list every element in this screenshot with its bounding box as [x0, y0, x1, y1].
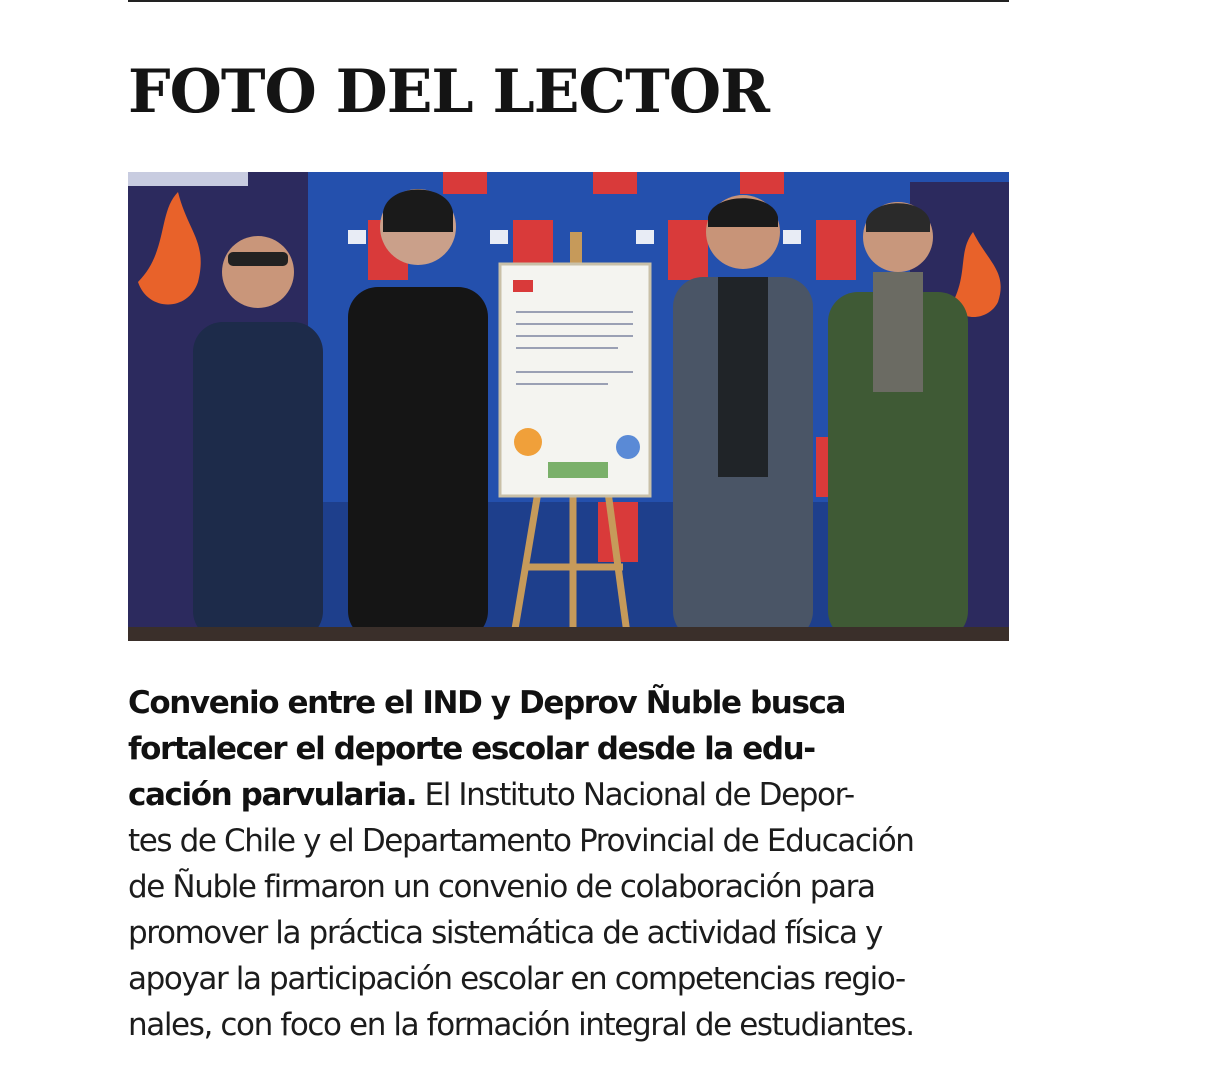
top-rule [128, 0, 1009, 2]
article-photo [128, 172, 1009, 641]
body-line-4: apoyar la participación escolar en competencias regio- [128, 961, 905, 997]
photo-illustration [128, 172, 1009, 641]
body-line-5: nales, con foco en la formación integral de estudiantes. [128, 1007, 914, 1043]
headline-line-2: fortalecer el deporte escolar desde la edu- [128, 731, 815, 767]
section-title: FOTO DEL LECTOR [128, 57, 769, 127]
headline-body-line [128, 772, 1009, 818]
headline-line-1: Convenio entre el IND y Deprov Ñuble busca [128, 685, 845, 721]
headline-line-3: cación parvularia. [128, 777, 417, 813]
article-text [128, 680, 1009, 1048]
body-fragment: El Instituto Nacional de Depor- [416, 777, 854, 813]
body-line-1: tes de Chile y el Departamento Provincial de Educación [128, 823, 914, 859]
body-line-2: de Ñuble firmaron un convenio de colaboración para [128, 869, 875, 905]
body-line-3: promover la práctica sistemática de actividad física y [128, 915, 882, 951]
